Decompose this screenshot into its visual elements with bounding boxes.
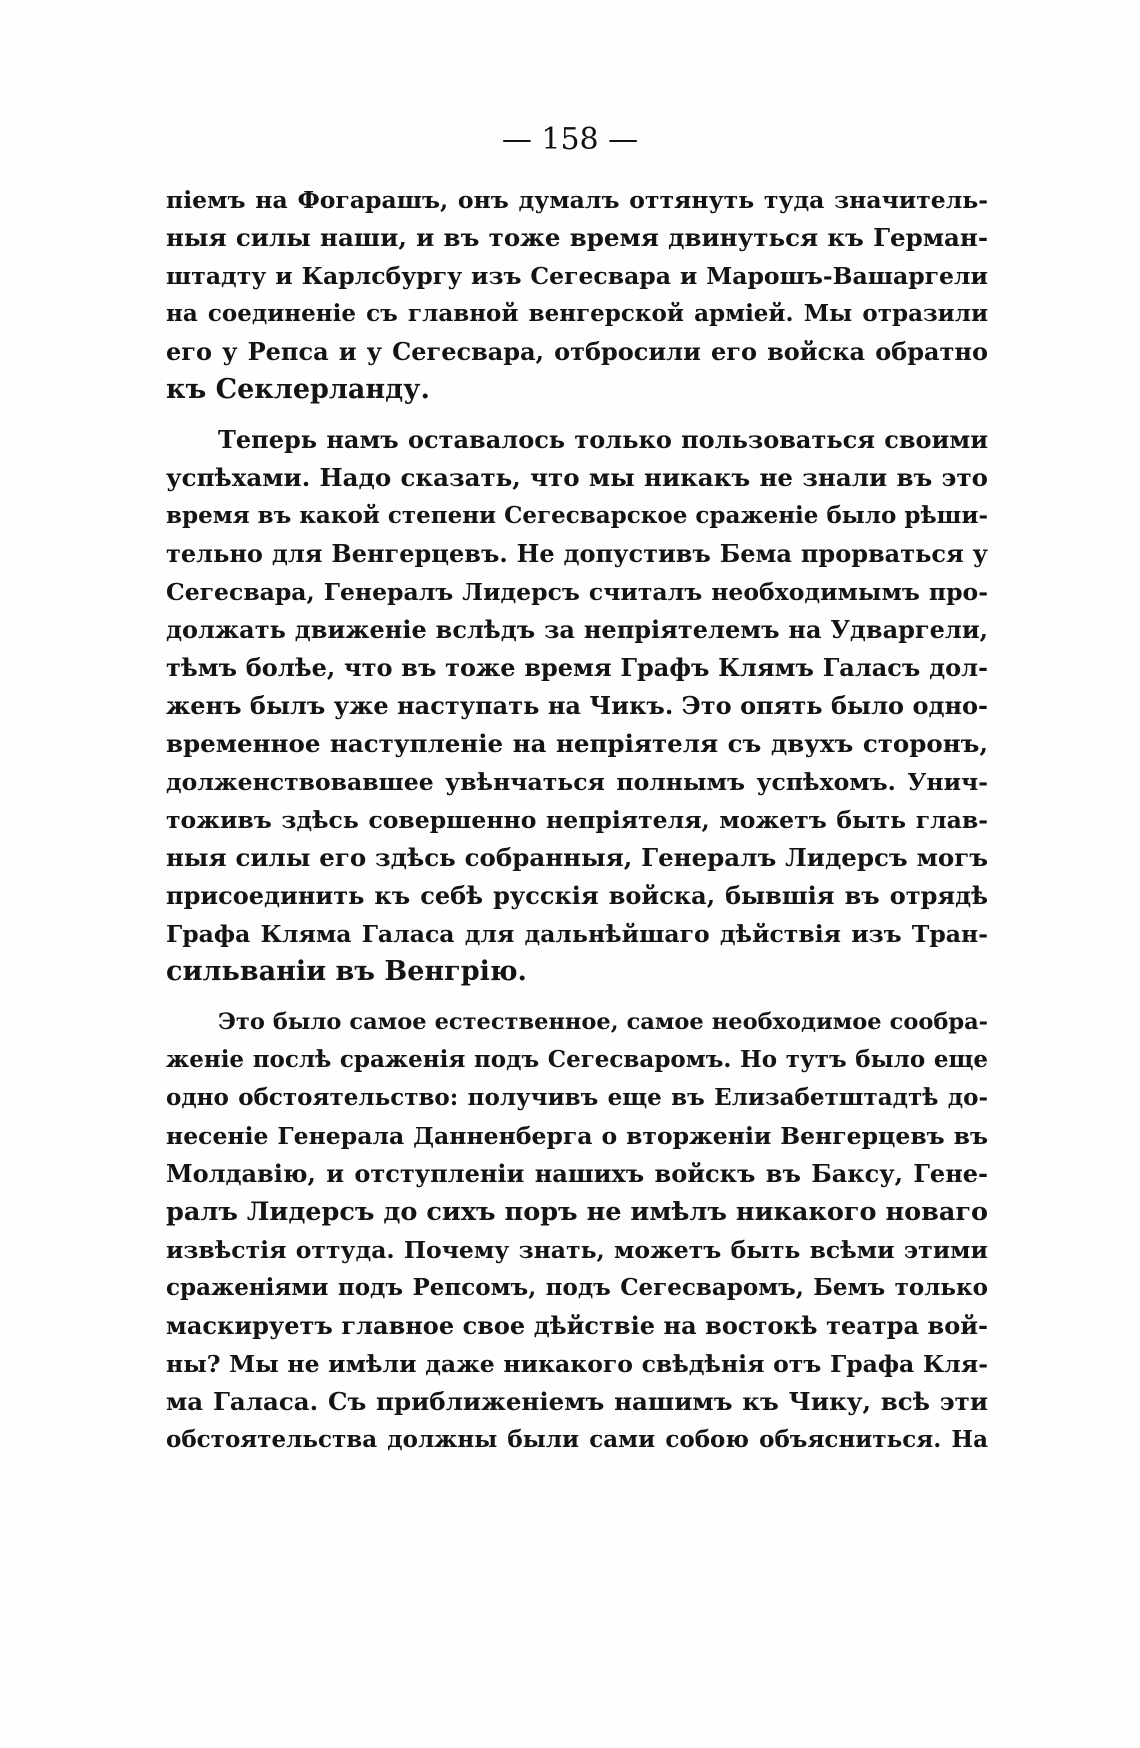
text-line: піемъ на Фогарашъ, онъ думалъ оттянуть туда значитель- — [166, 186, 988, 214]
text-line: ны? Мы не имѣли даже никакого свѣдѣнія отъ Графа Кля- — [166, 1350, 988, 1378]
page-number: — 158 — — [501, 122, 639, 157]
text-line: одно обстоятельство: получивъ еще въ Елизабетштадтѣ до- — [166, 1084, 988, 1111]
text-line: сильваніи въ Венгрію. — [166, 956, 527, 987]
text-line: ма Галаса. Съ приближеніемъ нашимъ къ Чику, всѣ эти — [166, 1387, 988, 1416]
text-line: Молдавію, и отступленіи нашихъ войскъ въ Баксу, Гене- — [166, 1159, 988, 1188]
text-line: сраженіями подъ Репсомъ, подъ Сегесваромъ, Бемъ только — [166, 1274, 988, 1301]
text-line: Графа Кляма Галаса для дальнѣйшаго дѣйствія изъ Тран- — [166, 920, 988, 948]
text-line: къ Секлерланду. — [166, 374, 430, 405]
text-line: обстоятельства должны были сами собою объясниться. На — [166, 1426, 988, 1453]
text-line: его у Репса и у Сегесвара, отбросили его войска обратно — [166, 337, 988, 366]
text-line: извѣстія оттуда. Почему знать, можетъ быть всѣми этими — [166, 1236, 988, 1264]
text-line: присоединить къ себѣ русскія войска, бывшія въ отрядѣ — [166, 881, 988, 910]
text-line: время въ какой степени Сегесварское сраженіе было рѣши- — [166, 502, 988, 529]
text-line: тельно для Венгерцевъ. Не допустивъ Бема прорваться у — [166, 539, 988, 568]
text-line: долженствовавшее увѣнчаться полнымъ успѣхомъ. Унич- — [166, 768, 988, 796]
text-line: женъ былъ уже наступать на Чикъ. Это опять было одно- — [166, 691, 988, 720]
text-line: должать движеніе вслѣдъ за непріятелемъ на Удваргели, — [166, 615, 988, 644]
text-line: ныя силы наши, и въ тоже время двинуться къ Герман- — [166, 223, 988, 252]
text-line: временное наступленіе на непріятеля съ двухъ сторонъ, — [166, 729, 988, 758]
text-line: маскируетъ главное свое дѣйствіе на востокѣ театра вой- — [166, 1311, 988, 1340]
text-line: несеніе Генерала Данненберга о вторженіи Венгерцевъ въ — [166, 1122, 988, 1150]
text-line: Сегесвара, Генералъ Лидерсъ считалъ необходимымъ про- — [166, 578, 988, 606]
text-line: ралъ Лидерсъ до сихъ поръ не имѣлъ никакого новаго — [166, 1197, 988, 1227]
text-line: тѣмъ болѣе, что въ тоже время Графъ Клямъ Галасъ дол- — [166, 653, 988, 682]
text-line: тоживъ здѣсь совершенно непріятеля, можетъ быть глав- — [166, 806, 988, 834]
text-line: женіе послѣ сраженія подъ Сегесваромъ. Но тутъ было еще — [166, 1046, 988, 1073]
text-line: штадту и Карлсбургу изъ Сегесвара и Марошъ-Вашаргели — [166, 262, 988, 290]
text-line: на соединеніе съ главной венгерской арміей. Мы отразили — [166, 300, 988, 327]
text-line: ныя силы его здѣсь собранныя, Генералъ Лидерсъ могъ — [166, 843, 988, 872]
text-line: Теперь намъ оставалось только пользоваться своими — [218, 425, 988, 454]
text-line: успѣхами. Надо сказать, что мы никакъ не знали въ это — [166, 463, 988, 492]
text-line: Это было самое естественное, самое необходимое сообра- — [218, 1009, 988, 1035]
